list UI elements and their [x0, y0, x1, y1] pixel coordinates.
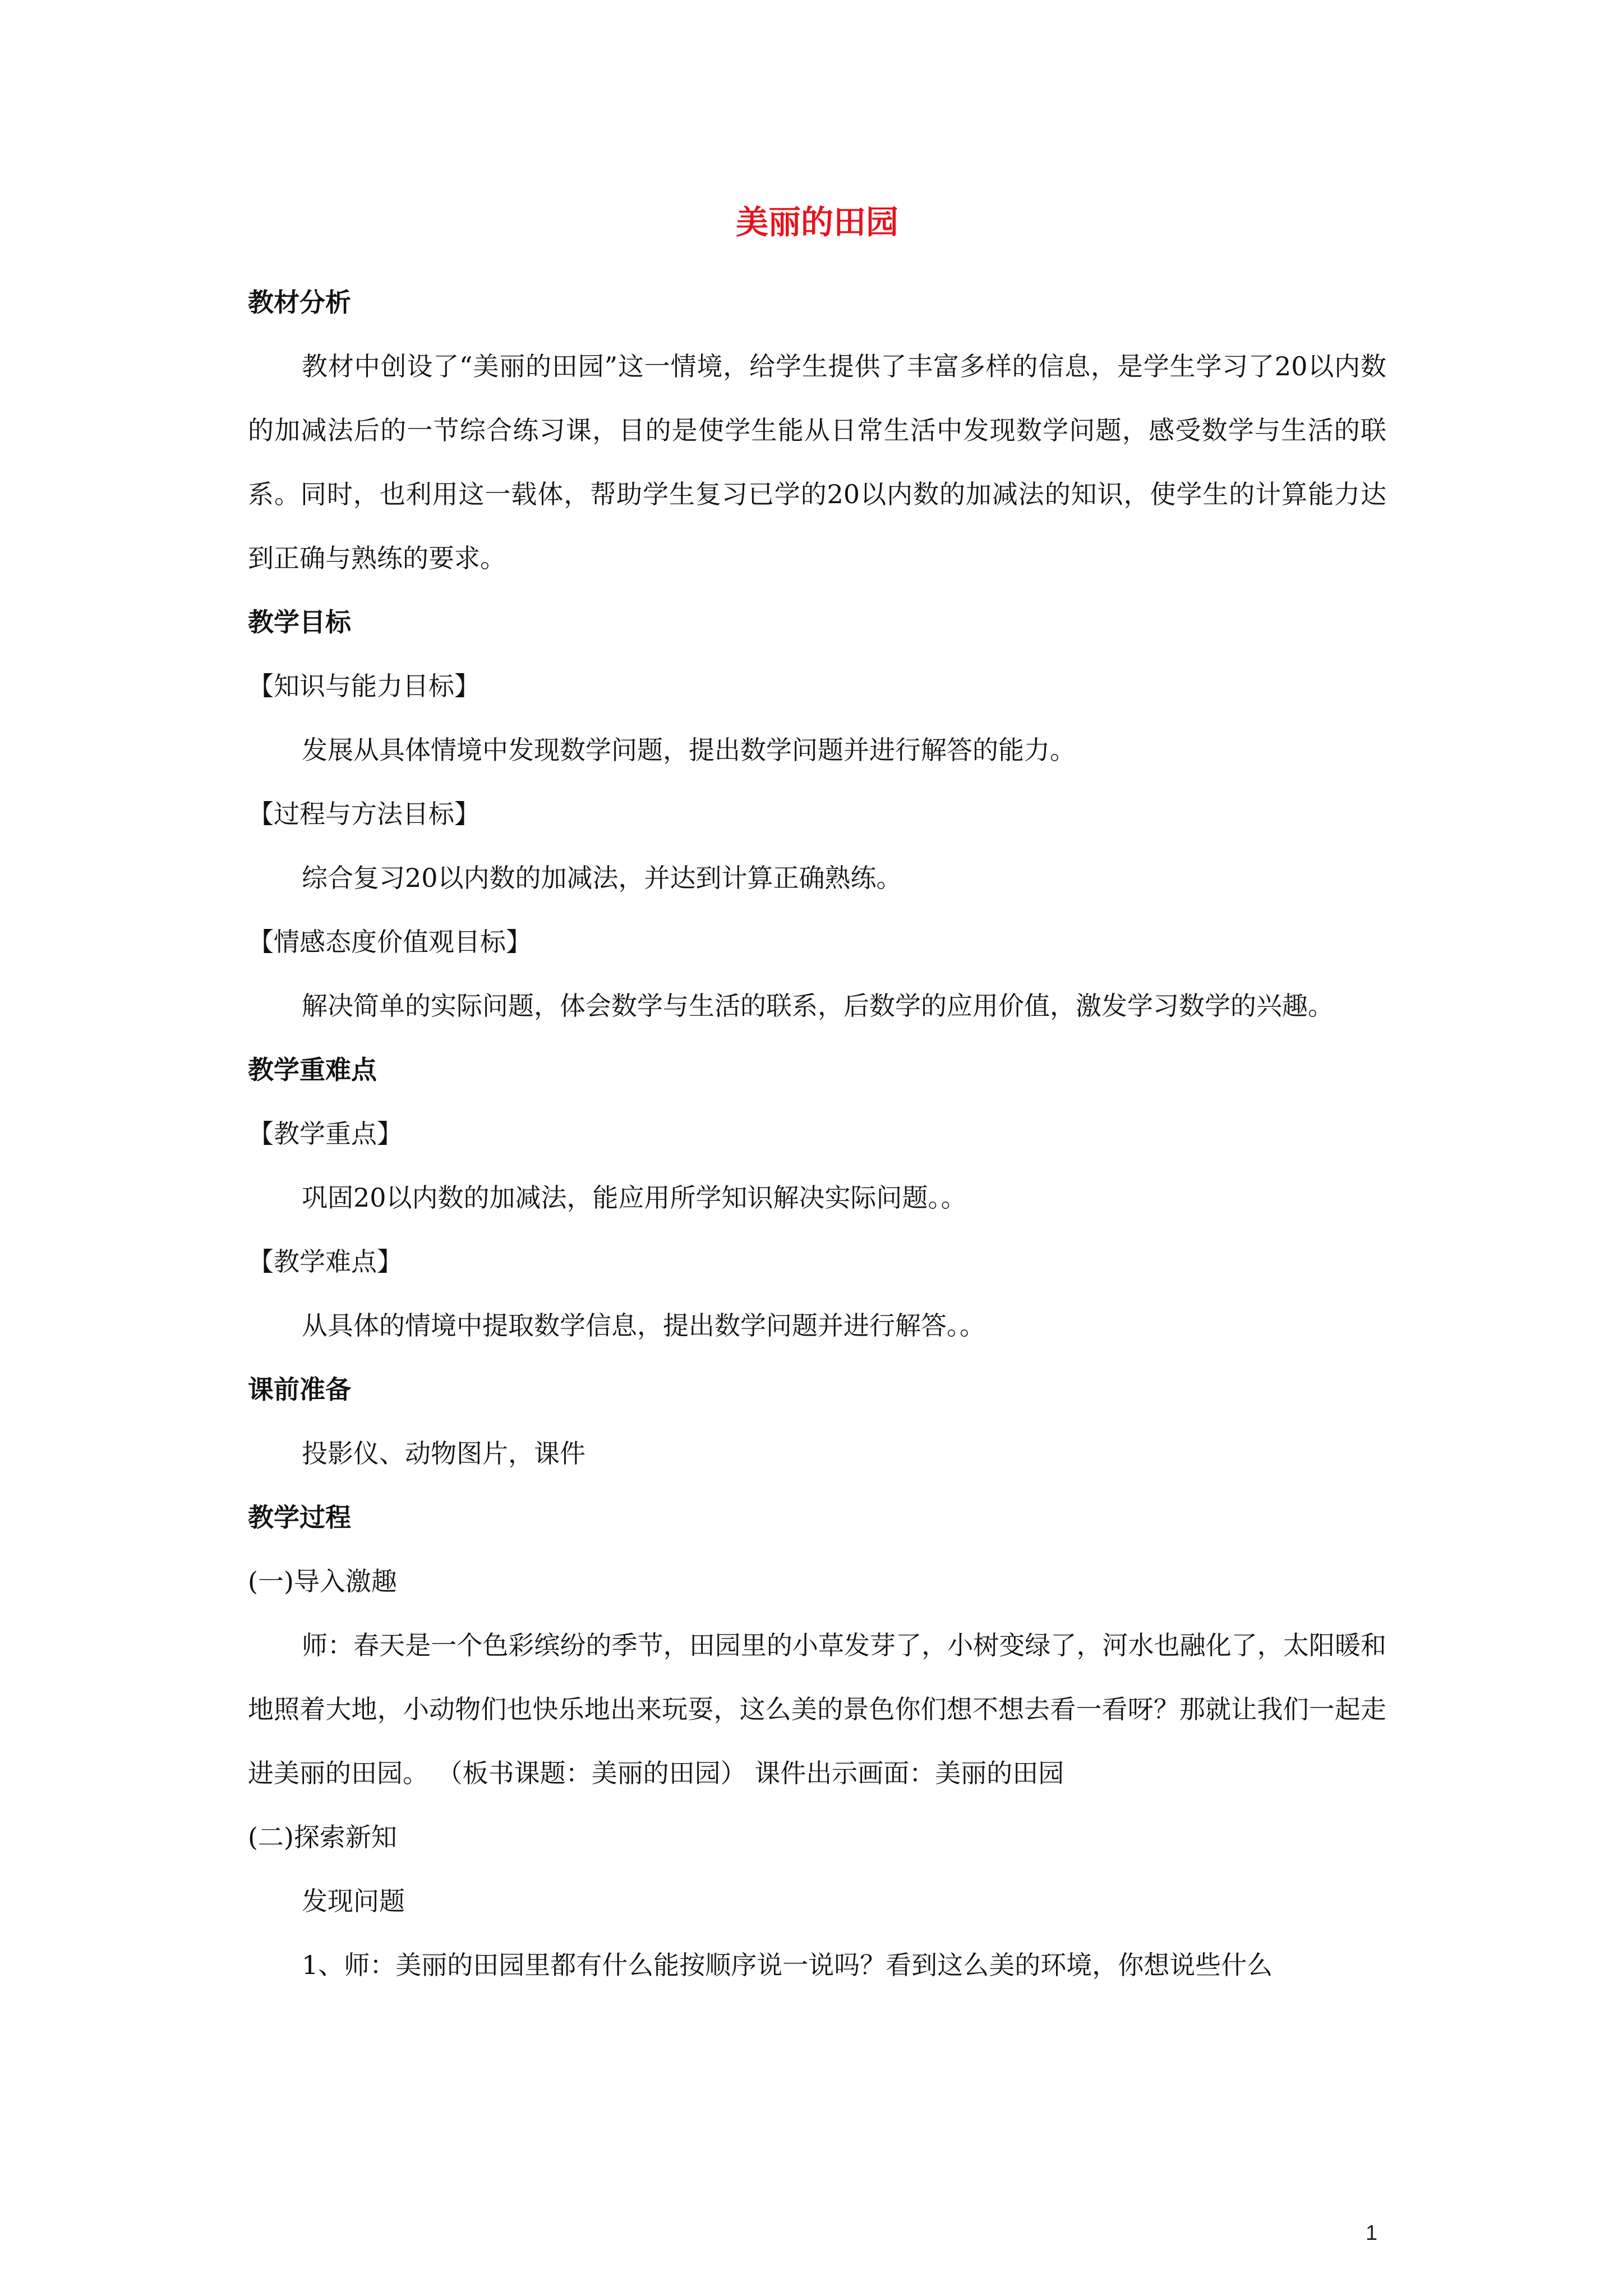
- paragraph: 解决简单的实际问题，体会数学与生活的联系，后数学的应用价值，激发学习数学的兴趣。: [302, 991, 1334, 1021]
- paragraph: 发现问题: [302, 1886, 405, 1916]
- paragraph: 1、师：美丽的田园里都有什么能按顺序说一说吗？看到这么美的环境，你想说些什么: [302, 1950, 1273, 1980]
- paragraph: 巩固20以内数的加减法，能应用所学知识解决实际问题。。: [302, 1182, 967, 1213]
- section-heading: 教材分析: [248, 287, 351, 318]
- subheading: 【情感态度价值观目标】: [248, 927, 532, 957]
- section-heading: 教学重难点: [248, 1055, 377, 1085]
- section-heading: 教学目标: [248, 607, 351, 637]
- paragraph: 从具体的情境中提取数学信息，提出数学问题并进行解答。。: [302, 1310, 985, 1341]
- section-heading: 课前准备: [248, 1374, 351, 1405]
- paragraph: 师：春天是一个色彩缤纷的季节，田园里的小草发芽了，小树变绿了，河水也融化了，太阳暖和地照着大地，小动物们也快乐地出来玩耍，这么美的景色你们想不想去看一看呀？那就让我们一起走进美丽的田园。 （板书课题：美丽的田园） 课件出示画面：美丽的田园: [248, 1630, 1386, 1788]
- paragraph: 投影仪、动物图片，课件: [302, 1438, 585, 1469]
- subheading: (二)探索新知: [248, 1822, 397, 1852]
- subheading: 【知识与能力目标】: [248, 671, 480, 701]
- subheading: 【教学重点】: [248, 1119, 403, 1149]
- paragraph: 教材中创设了“美丽的田园”这一情境，给学生提供了丰富多样的信息，是学生学习了20以内数的加减法后的一节综合练习课，目的是使学生能从日常生活中发现数学问题，感受数学与生活的联系。同时，也利用这一载体，帮助学生复习已学的20以内数的加减法的知识，使学生的计算能力达到正确与熟练的要求。: [248, 351, 1386, 573]
- paragraph: 综合复习20以内数的加减法，并达到计算正确熟练。: [302, 863, 902, 893]
- subheading: 【教学难点】: [248, 1246, 403, 1277]
- document-title: 美丽的田园: [735, 203, 898, 241]
- document-body: [248, 202, 1386, 1997]
- paragraph: 发展从具体情境中发现数学问题，提出数学问题并进行解答的能力。: [302, 735, 1076, 765]
- subheading: (一)导入激趣: [248, 1566, 397, 1596]
- subheading: 【过程与方法目标】: [248, 799, 480, 829]
- page-number: 1: [1366, 2221, 1378, 2245]
- section-heading: 教学过程: [248, 1502, 351, 1533]
